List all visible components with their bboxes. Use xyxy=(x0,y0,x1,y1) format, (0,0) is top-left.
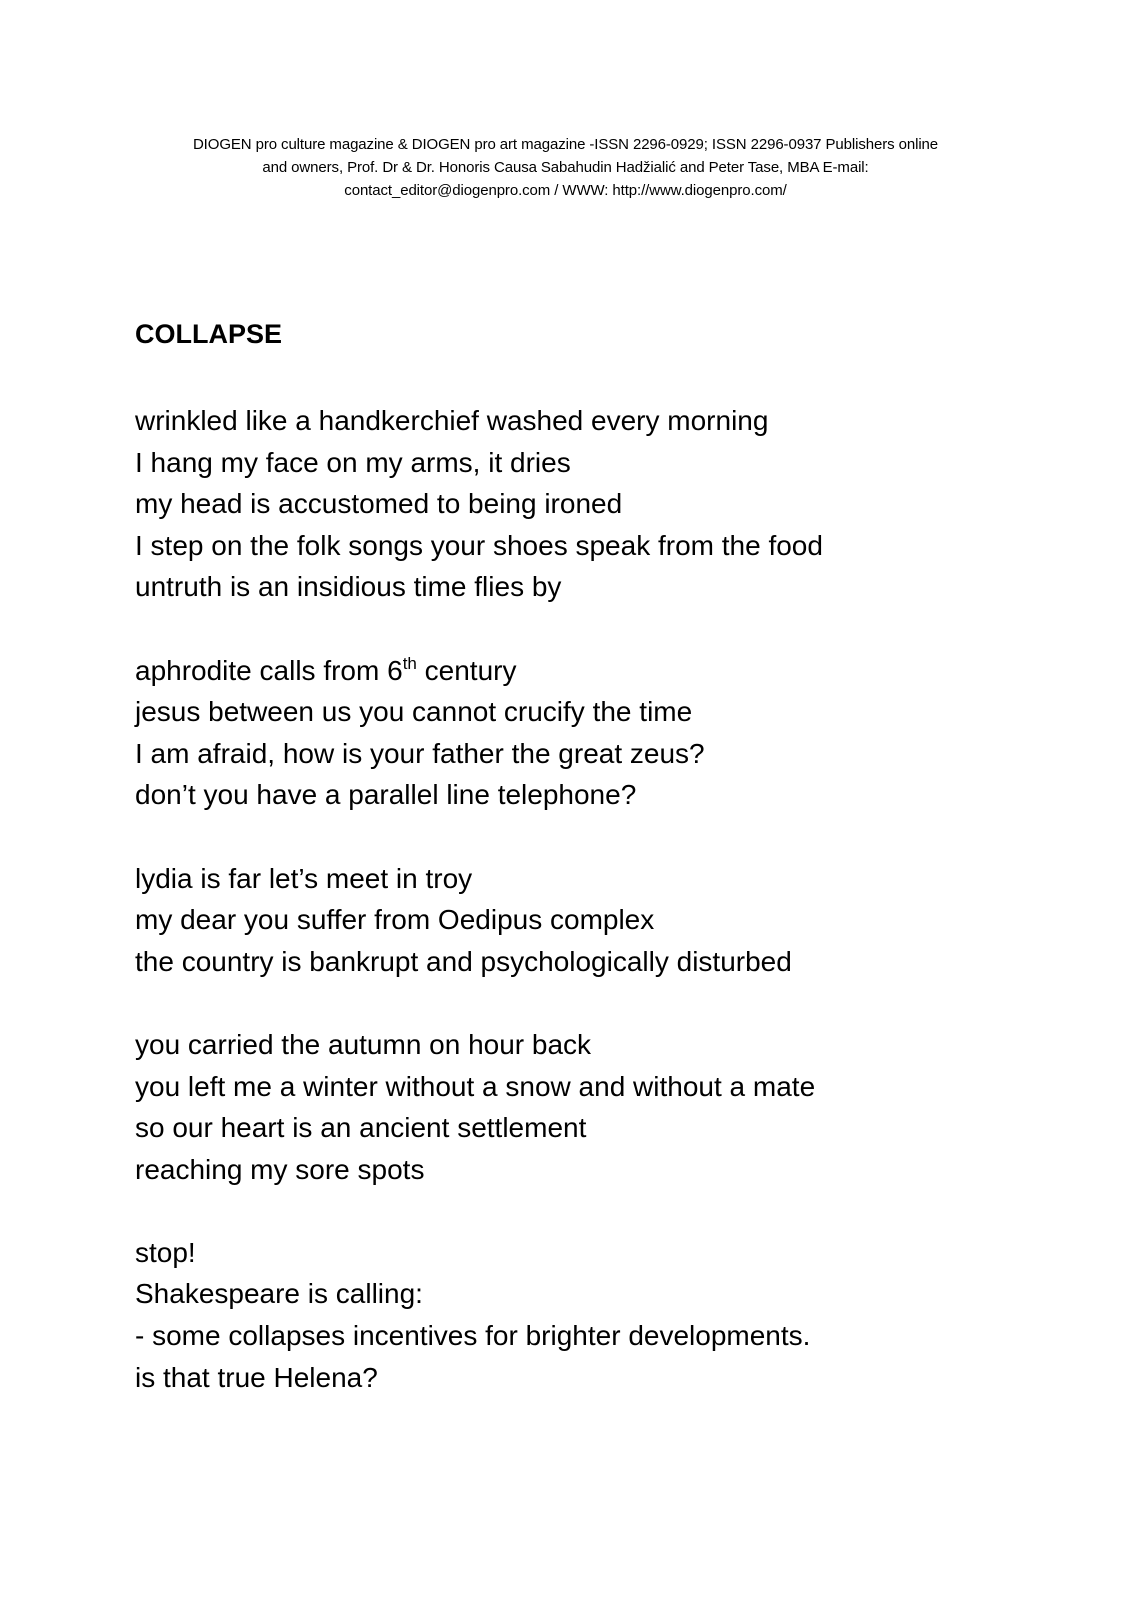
publication-header xyxy=(120,133,1011,202)
poem-line: lydia is far let’s meet in troy xyxy=(135,862,473,894)
poem-line: don’t you have a parallel line telephone? xyxy=(135,779,637,811)
poem-line: you carried the autumn on hour back xyxy=(135,1028,592,1060)
stanza xyxy=(135,858,1035,983)
poem-line: I step on the folk songs your shoes speak from the food xyxy=(135,529,823,561)
poem-line: reaching my sore spots xyxy=(135,1153,425,1185)
header-line: and owners, Prof. Dr & Dr. Honoris Causa Sabahudin Hadžialić and Peter Tase, MBA E-mail: xyxy=(262,159,869,176)
poem-line: I hang my face on my arms, it dries xyxy=(135,446,571,478)
stanza xyxy=(135,1024,1035,1190)
header-line: DIOGEN pro culture magazine & DIOGEN pro art magazine -ISSN 2296-0929; ISSN 2296-0937 Publishers online xyxy=(192,136,939,153)
poem-line: stop! xyxy=(135,1236,196,1268)
poem-line: so our heart is an ancient settlement xyxy=(135,1112,587,1144)
ordinal-superscript: th xyxy=(402,653,417,673)
stanza xyxy=(135,1232,1035,1398)
poem-line: the country is bankrupt and psychologically disturbed xyxy=(135,945,792,977)
header-line: contact_editor@diogenpro.com / WWW: http://www.diogenpro.com/ xyxy=(344,182,787,199)
poem-line: my head is accustomed to being ironed xyxy=(135,488,623,520)
poem-line: you left me a winter without a snow and without a mate xyxy=(135,1070,816,1102)
poem-body xyxy=(135,400,1035,1440)
poem-line: jesus between us you cannot crucify the time xyxy=(135,696,693,728)
poem-line: is that true Helena? xyxy=(135,1361,378,1393)
poem-line: untruth is an insidious time flies by xyxy=(135,571,562,603)
poem-line: wrinkled like a handkerchief washed every morning xyxy=(135,405,769,436)
poem-line xyxy=(135,650,1035,692)
stanza xyxy=(135,650,1035,816)
poem-line: Shakespeare is calling: xyxy=(135,1278,423,1310)
poem-line: I am afraid, how is your father the great zeus? xyxy=(135,737,705,769)
poem-line: - some collapses incentives for brighter developments. xyxy=(135,1320,811,1352)
poem-line-text: aphrodite calls from 6 xyxy=(135,654,403,686)
poem-line: my dear you suffer from Oedipus complex xyxy=(135,904,655,936)
poem-line-text: century xyxy=(416,654,517,686)
stanza xyxy=(135,400,1035,608)
poem-title: COLLAPSE xyxy=(135,319,283,349)
